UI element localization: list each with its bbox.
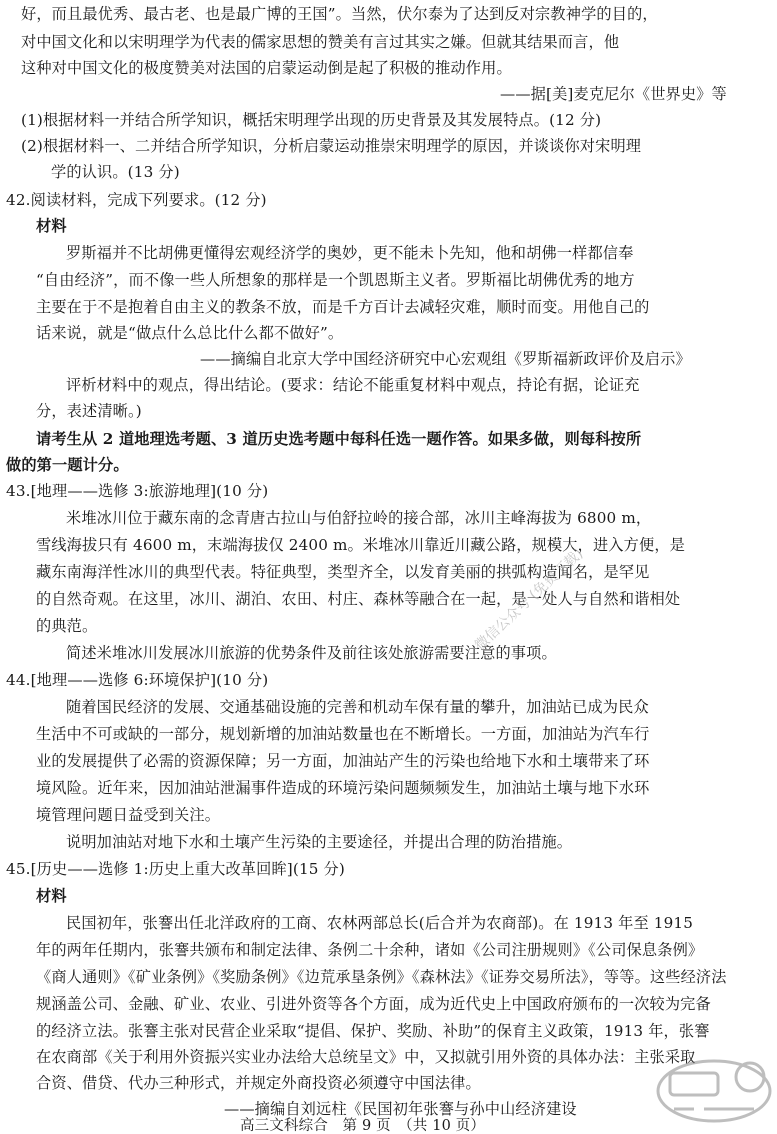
text-line: “自由经济”，而不像一些人所想象的那样是一个凯恩斯主义者。罗斯福比胡佛优秀的地方 (36, 271, 635, 289)
material-label: 材料 (36, 217, 67, 235)
text-line: 合资、借贷、代办三种形式，并规定外商投资必须遵守中国法律。 (36, 1074, 481, 1092)
text-line: 话来说，就是“做点什么总比什么都不做好”。 (36, 324, 344, 342)
text-line: 主要在于不是抱着自由主义的教条不放，而是千方百计去减轻灾难，顺时而变。用他自己的 (36, 298, 650, 316)
question-heading: 44.[地理——选修 6:环境保护](10 分) (6, 671, 269, 689)
text-line: 藏东南海洋性冰川的典型代表。特征典型，类型齐全，以发育美丽的拱弧构造闻名，是罕见 (36, 563, 650, 581)
material-label: 材料 (36, 887, 67, 905)
corner-logo-icon (654, 1055, 774, 1127)
text-line: 境风险。近年来，因加油站泄漏事件造成的环境污染问题频频发生，加油站土壤与地下水环 (36, 779, 650, 797)
question-item: 简述米堆冰川发展冰川旅游的优势条件及前往该处旅游需要注意的事项。 (66, 644, 557, 662)
question-item: 评析材料中的观点，得出结论。(要求：结论不能重复材料中观点，持论有据，论证充 (66, 376, 640, 394)
text-line: 年的两年任期内，张謇共颁布和制定法律、条例二十余种，诸如《公司注册规则》《公司保息条例》 (36, 941, 704, 959)
text-line: 分，表述清晰。) (36, 402, 142, 420)
text-line: 境管理问题日益受到关注。 (36, 806, 221, 824)
text-line: 《商人通则》《矿业条例》《奖励条例》《边荒承垦条例》《森林法》《证券交易所法》，等等。这些经济法 (36, 968, 727, 986)
text-line: 罗斯福并不比胡佛更懂得宏观经济学的奥妙，更不能未卜先知，他和胡佛一样都信奉 (66, 244, 634, 262)
text-line: 生活中不可或缺的一部分，规划新增的加油站数量也在不断增长。一方面，加油站为汽车行 (36, 725, 650, 743)
text-line: 随着国民经济的发展、交通基础设施的完善和机动车保有量的攀升，加油站已成为民众 (66, 698, 649, 716)
text-line: 规涵盖公司、金融、矿业、农业、引进外资等各个方面，成为近代史上中国政府颁布的一次较为完备 (36, 995, 711, 1013)
text-line: 业的发展提供了必需的资源保障；另一方面，加油站产生的污染也给地下水和土壤带来了环 (36, 752, 650, 770)
text-line: 的经济立法。张謇主张对民营企业采取“提倡、保护、奖励、补助”的保育主义政策，1913 年，张謇 (36, 1022, 710, 1040)
source-citation: ——据[美]麦克尼尔《世界史》等 (500, 85, 727, 103)
text-line: 米堆冰川位于藏东南的念青唐古拉山与伯舒拉岭的接合部，冰川主峰海拔为 6800 m， (66, 509, 652, 527)
source-citation: ——摘编自刘远柱《民国初年张謇与孙中山经济建设 (224, 1100, 577, 1118)
text-line: 的自然奇观。在这里，冰川、湖泊、农田、村庄、森林等融合在一起，是一处人与自然和谐相处 (36, 590, 681, 608)
text-line: 雪线海拔只有 4600 m，末端海拔仅 2400 m。米堆冰川靠近川藏公路，规模大，进入方便，是 (36, 536, 685, 554)
page-footer: 高三文科综合 第 9 页 （共 10 页） (240, 1118, 486, 1134)
text-line: 民国初年，张謇出任北洋政府的工商、农林两部总长(后合并为农商部)。在 1913 年至 1915 (66, 914, 694, 932)
question-item: (1)根据材料一并结合所学知识，概括宋明理学出现的历史背景及其发展特点。(12 分) (21, 111, 602, 129)
source-citation: ——摘编自北京大学中国经济研究中心宏观组《罗斯福新政评价及启示》 (200, 350, 691, 368)
watermark-text: 微信公众号 (免费下载) (472, 545, 587, 654)
text-line: 在农商部《关于利用外资振兴实业办法给大总统呈文》中，又拟就引用外资的具体办法：主张采取 (36, 1048, 696, 1066)
text-line: 学的认识。(13 分) (51, 163, 180, 181)
question-item: 说明加油站对地下水和土壤产生污染的主要途径，并提出合理的防治措施。 (66, 833, 573, 851)
question-heading: 42.阅读材料，完成下列要求。(12 分) (6, 191, 267, 209)
text-line: 对中国文化和以宋明理学为代表的儒家思想的赞美有言过其实之嫌。但就其结果而言，他 (21, 33, 620, 51)
text-line: 的典范。 (36, 617, 98, 635)
question-item: (2)根据材料一、二并结合所学知识，分析启蒙运动推崇宋明理学的原因，并谈谈你对宋明理 (21, 137, 642, 155)
question-heading: 43.[地理——选修 3:旅游地理](10 分) (6, 482, 269, 500)
text-line: 这种对中国文化的极度赞美对法国的启蒙运动倒是起了积极的推动作用。 (21, 59, 512, 77)
text-line: 好，而且最优秀、最古老、也是最广博的王国”。当然，伏尔泰为了达到反对宗教神学的目的， (21, 5, 658, 23)
instruction: 做的第一题计分。 (6, 456, 129, 474)
instruction: 请考生从 2 道地理选考题、3 道历史选考题中每科任选一题作答。如果多做，则每科按所 (36, 430, 642, 448)
question-heading: 45.[历史——选修 1:历史上重大改革回眸](15 分) (6, 860, 345, 878)
